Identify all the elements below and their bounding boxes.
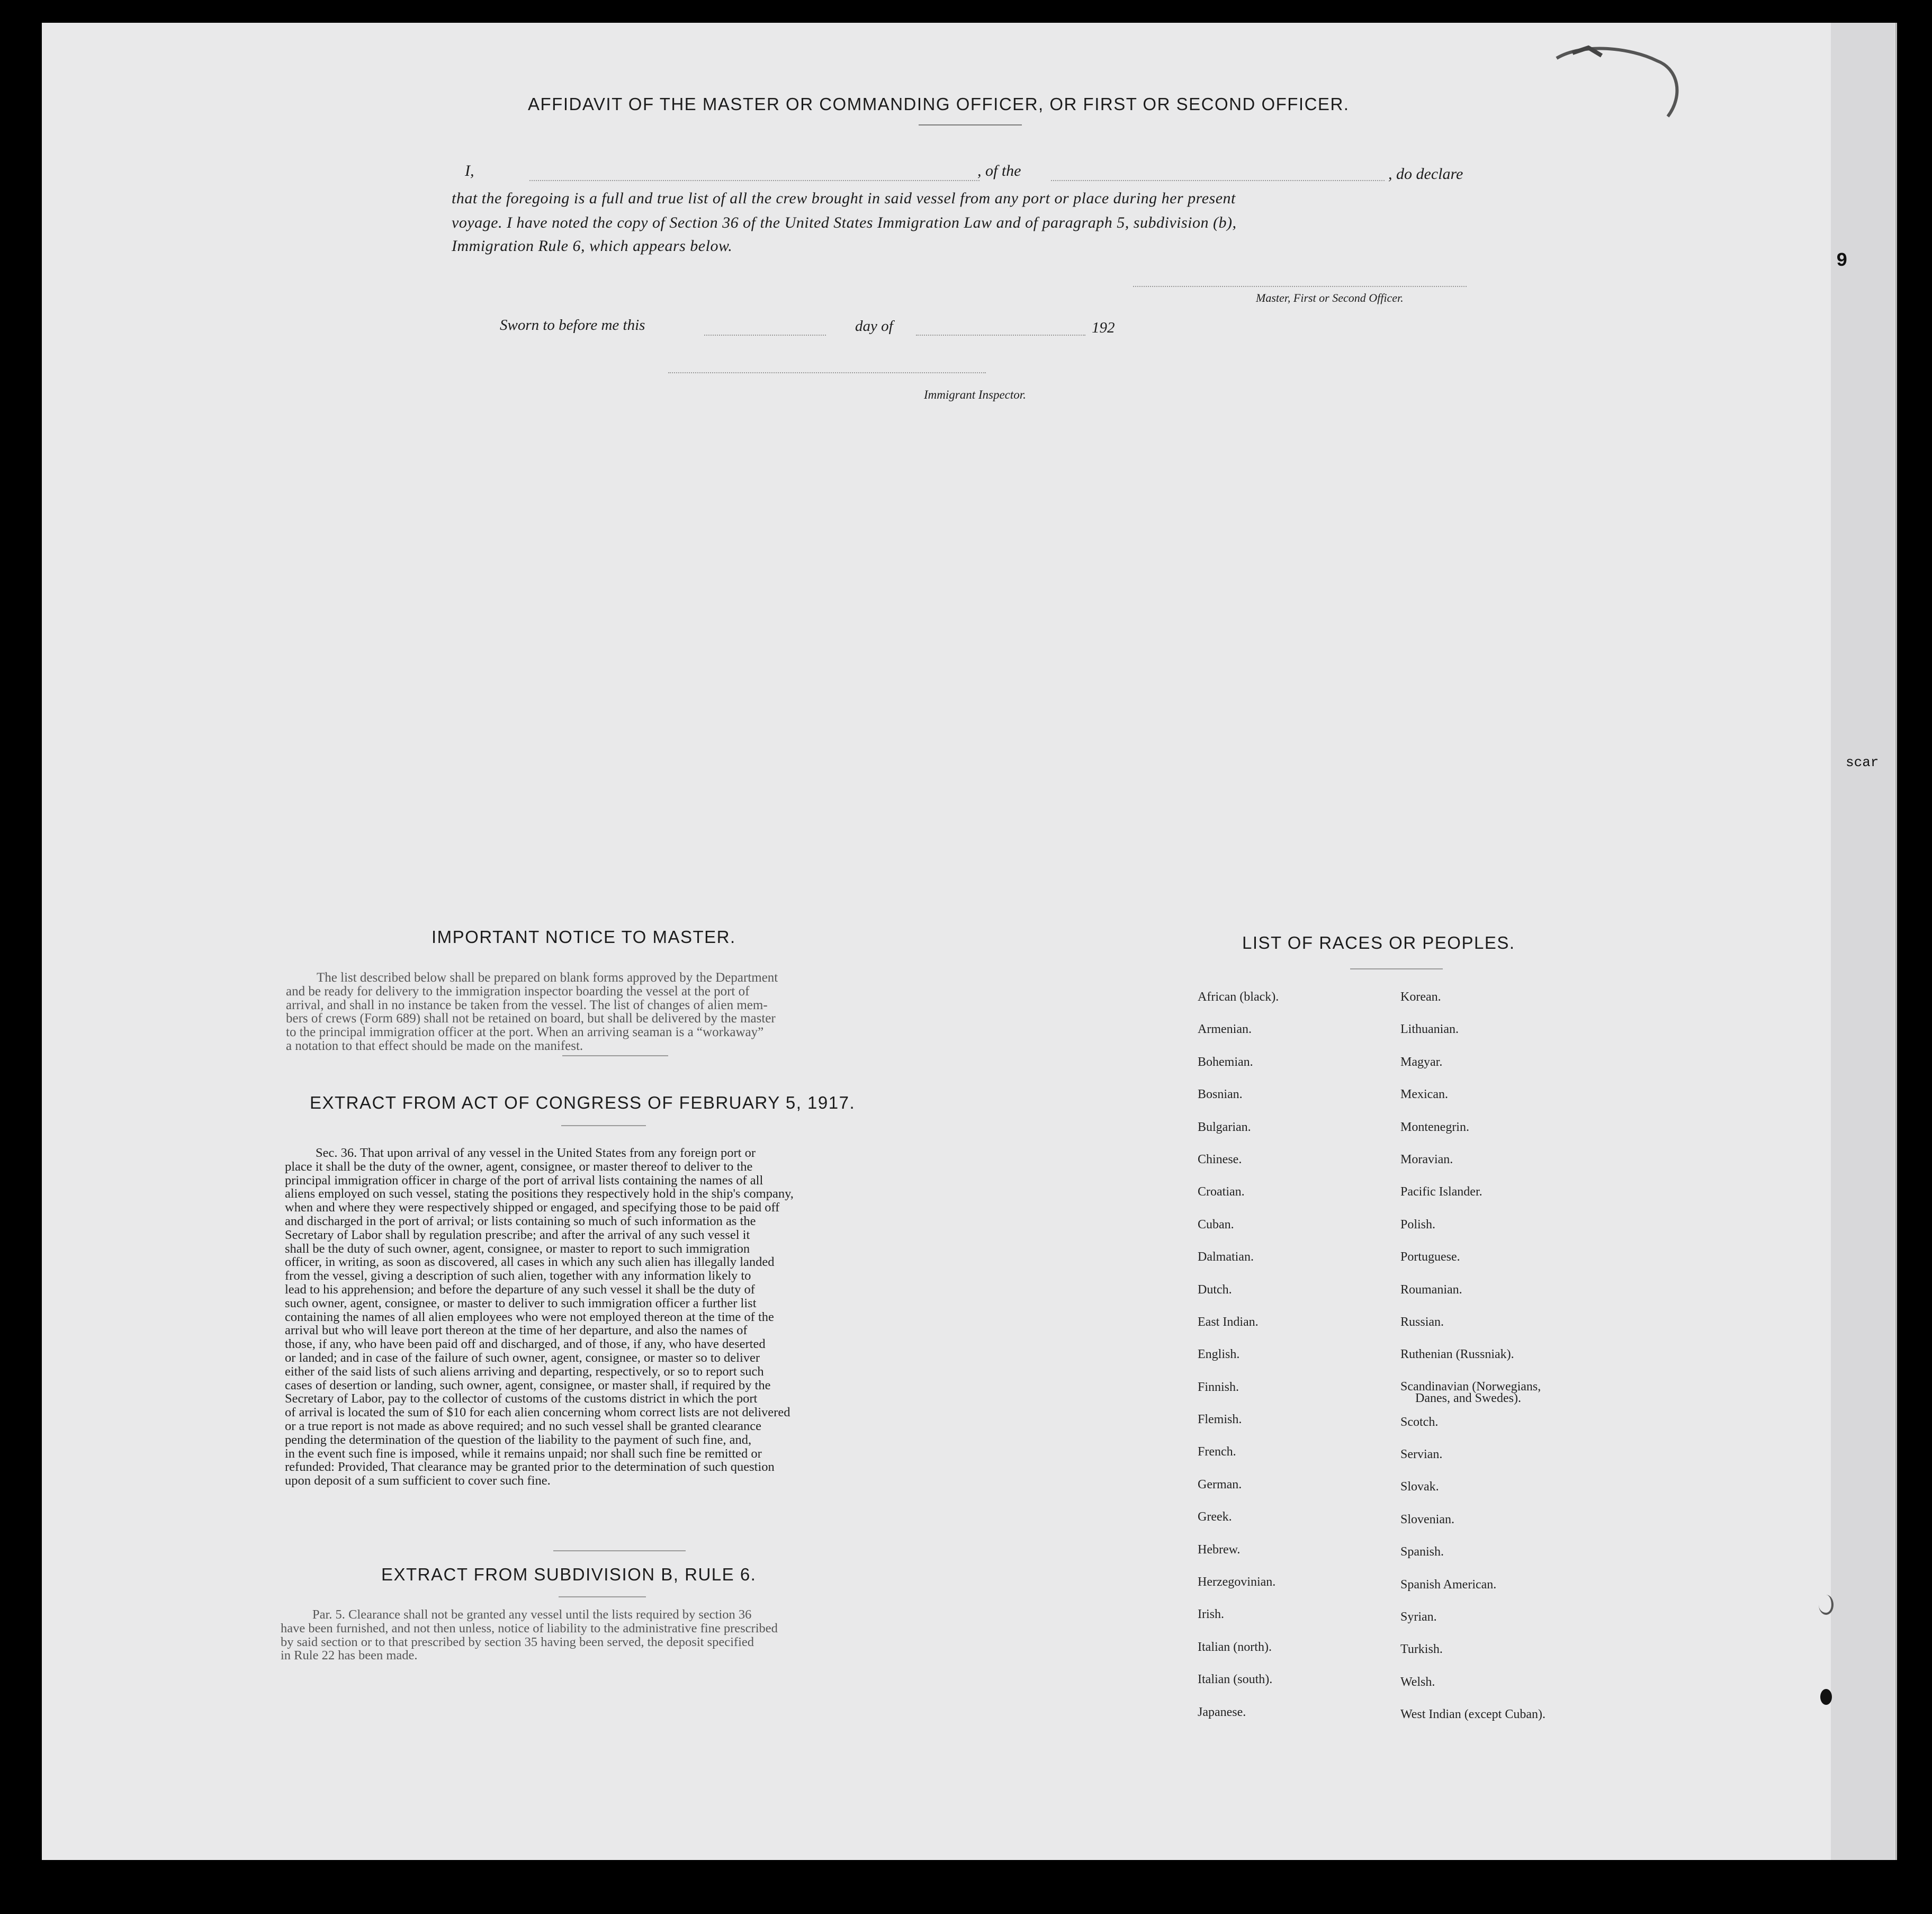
race-item: German.	[1198, 1477, 1242, 1491]
rule-title: EXTRACT FROM SUBDIVISION B, RULE 6.	[381, 1565, 757, 1584]
inspector-caption: Immigrant Inspector.	[924, 388, 1026, 401]
race-item: East Indian.	[1198, 1315, 1259, 1329]
act-line: officer, in writing, as soon as discovered, all cases in which any such alien has illegally landed	[285, 1255, 775, 1270]
binding-edge	[1831, 23, 1894, 1860]
race-item: Welsh.	[1400, 1675, 1435, 1689]
race-item: Russian.	[1400, 1315, 1444, 1329]
race-item: Spanish.	[1400, 1545, 1444, 1559]
inspector-signature-line	[668, 372, 986, 373]
act-line: cases of desertion or landing, such owner, agent, consignee, or master shall, if required by the	[285, 1378, 771, 1392]
act-line: shall be the duty of such owner, agent, consignee, or master to report to such immigration	[285, 1241, 750, 1256]
race-item-continuation: Danes, and Swedes).	[1415, 1391, 1521, 1405]
notice-title: IMPORTANT NOTICE TO MASTER.	[432, 927, 736, 947]
notice-line: bers of crews (Form 689) shall not be retained on board, but shall be delivered by the master	[286, 1011, 776, 1026]
ink-stamp-mark	[1551, 37, 1689, 132]
affidavit-do-declare: , do declare	[1388, 165, 1463, 183]
affidavit-i-label: I,	[465, 162, 474, 179]
act-line: either of the said lists of such aliens arriving and departing, respectively, or so to report such	[285, 1364, 764, 1379]
document-sheet	[42, 23, 1897, 1860]
affidavit-vessel-line	[1051, 180, 1385, 181]
sworn-text: Sworn to before me this	[500, 317, 645, 334]
affidavit-text-line3: Immigration Rule 6, which appears below.	[452, 237, 733, 255]
act-line: arrival but who will leave port thereon at the time of her departure, and also the names of	[285, 1323, 748, 1338]
race-item: Slovenian.	[1400, 1512, 1454, 1526]
race-item: African (black).	[1198, 990, 1279, 1004]
race-item: Bosnian.	[1198, 1088, 1243, 1102]
act-line: aliens employed on such vessel, stating the positions they respectively hold in the ship's company,	[285, 1187, 794, 1201]
act-line: and discharged in the port of arrival; or lists containing so much of such information as the	[285, 1214, 756, 1228]
race-item: Pacific Islander.	[1400, 1185, 1482, 1199]
act-rule	[553, 1550, 686, 1551]
rule-body	[281, 1608, 911, 1663]
race-item: Turkish.	[1400, 1642, 1443, 1657]
affidavit-title: AFFIDAVIT OF THE MASTER OR COMMANDING OFFICER, OR FIRST OR SECOND OFFICER.	[528, 94, 1350, 114]
act-line: such owner, agent, consignee, or master to deliver to such immigration officer a further list	[285, 1296, 757, 1310]
race-item: Bulgarian.	[1198, 1120, 1251, 1134]
race-item: Spanish American.	[1400, 1577, 1497, 1592]
race-item: Italian (south).	[1198, 1673, 1273, 1687]
act-title-rule	[561, 1125, 646, 1126]
act-line: lead to his apprehension; and before the departure of any such vessel it shall be the duty of	[285, 1282, 755, 1297]
act-line: Sec. 36. That upon arrival of any vessel in the United States from any foreign port or	[316, 1146, 756, 1160]
race-item: Mexican.	[1400, 1088, 1448, 1102]
act-line: place it shall be the duty of the owner, agent, consignee, or master thereof to deliver to the	[285, 1159, 753, 1174]
act-line: Secretary of Labor shall by regulation prescribe; and after the arrival of any such vessel it	[285, 1227, 750, 1242]
race-item: Roumanian.	[1400, 1282, 1462, 1297]
races-title: LIST OF RACES OR PEOPLES.	[1242, 933, 1515, 952]
sworn-month-line	[916, 335, 1085, 336]
race-item: English.	[1198, 1347, 1240, 1362]
rule-line: have been furnished, and not then unless, notice of liability to the administrative fine prescribed	[281, 1621, 778, 1636]
sworn-day-line	[704, 335, 826, 336]
race-item: Lithuanian.	[1400, 1022, 1459, 1037]
affidavit-text-line1: that the foregoing is a full and true list of all the crew brought in said vessel from any port or place during her present	[452, 190, 1236, 207]
race-item: Montenegrin.	[1400, 1120, 1469, 1134]
act-line: containing the names of all alien employees who were not employed thereon at the time of the	[285, 1309, 774, 1324]
race-item: Dalmatian.	[1198, 1250, 1254, 1264]
races-title-rule	[1350, 968, 1443, 969]
race-item: Servian.	[1400, 1448, 1443, 1462]
race-item: Croatian.	[1198, 1185, 1245, 1199]
act-line: upon deposit of a sum sufficient to cover such fine.	[285, 1473, 551, 1488]
act-line: or a true report is not made as above required; and no such vessel shall be granted clearance	[285, 1418, 762, 1433]
affidavit-of-the: , of the	[977, 162, 1021, 179]
act-line: in the event such fine is imposed, while it remains unpaid; nor shall such fine be remitted or	[285, 1446, 762, 1461]
race-item: Moravian.	[1400, 1152, 1453, 1166]
act-line: pending the determination of the question of the liability to the payment of such fine, and,	[285, 1432, 752, 1447]
race-item: West Indian (except Cuban).	[1400, 1708, 1545, 1722]
master-caption: Master, First or Second Officer.	[1256, 291, 1404, 304]
race-item: Chinese.	[1198, 1152, 1242, 1166]
race-item: Cuban.	[1198, 1217, 1234, 1232]
race-item: Ruthenian (Russniak).	[1400, 1347, 1514, 1362]
act-line: refunded: Provided, That clearance may be granted prior to the determination of such question	[285, 1460, 775, 1475]
race-item: Armenian.	[1198, 1022, 1252, 1037]
punch-hole-mark	[1820, 1689, 1832, 1705]
race-item: Dutch.	[1198, 1282, 1232, 1297]
notice-body	[286, 971, 913, 1053]
race-item: Irish.	[1198, 1607, 1224, 1622]
notice-rule	[562, 1055, 668, 1056]
rule-line: Par. 5. Clearance shall not be granted any vessel until the lists required by section 36	[312, 1607, 752, 1622]
sworn-day-of: day of	[855, 318, 893, 335]
race-item: Flemish.	[1198, 1413, 1242, 1427]
act-title: EXTRACT FROM ACT OF CONGRESS OF FEBRUARY 5, 1917.	[310, 1093, 856, 1112]
race-item: Bohemian.	[1198, 1055, 1253, 1069]
races-left-column	[1198, 990, 1279, 1738]
notice-line: a notation to that effect should be made on the manifest.	[286, 1038, 583, 1053]
race-item-two-line	[1400, 1380, 1545, 1415]
race-item: Portuguese.	[1400, 1250, 1460, 1264]
act-line: or landed; and in case of the failure of such owner, agent, consignee, or master so to deliver	[285, 1350, 760, 1365]
notice-line: to the principal immigration officer at the port. When an arriving seaman is a “workaway”	[286, 1025, 764, 1040]
affidavit-name-line	[529, 180, 980, 181]
race-item: Japanese.	[1198, 1705, 1246, 1719]
race-item: Polish.	[1400, 1217, 1436, 1232]
act-line: principal immigration officer in charge of the port of arrival lists containing the names of all	[285, 1173, 763, 1188]
affidavit-text-line2: voyage. I have noted the copy of Section 36 of the United States Immigration Law and of paragraph 5, subdivision (b),	[452, 214, 1237, 231]
race-item: Herzegovinian.	[1198, 1575, 1276, 1589]
affidavit-title-rule	[919, 124, 1022, 125]
race-item: French.	[1198, 1445, 1236, 1459]
master-signature-line	[1133, 286, 1467, 287]
notice-line: arrival, and shall in no instance be taken from the vessel. The list of changes of alien mem-	[286, 998, 768, 1012]
race-item: Italian (north).	[1198, 1640, 1272, 1654]
race-item: Scandinavian (Norwegians,	[1400, 1379, 1541, 1394]
rule-line: in Rule 22 has been made.	[281, 1648, 418, 1663]
act-line: from the vessel, giving a description of such alien, together with any information likely to	[285, 1269, 751, 1283]
race-item: Hebrew.	[1198, 1542, 1241, 1557]
rule-line: by said section or to that prescribed by section 35 having been served, the deposit specified	[281, 1634, 754, 1649]
race-item: Scotch.	[1400, 1415, 1439, 1429]
sworn-year: 192	[1092, 319, 1115, 336]
page-number: 9	[1836, 250, 1848, 272]
act-line: Secretary of Labor, pay to the collector of customs of the customs district in which the port	[285, 1391, 758, 1406]
races-right-column	[1400, 990, 1545, 1740]
rule-title-rule	[559, 1596, 646, 1597]
race-item: Slovak.	[1400, 1480, 1439, 1494]
punch-hole-mark	[1819, 1595, 1834, 1615]
race-item: Syrian.	[1400, 1610, 1437, 1624]
act-line: when and where they were respectively shipped or engaged, and specifying those to be paid off	[285, 1200, 780, 1215]
race-item: Greek.	[1198, 1510, 1232, 1524]
race-item: Korean.	[1400, 990, 1441, 1004]
notice-line: The list described below shall be prepared on blank forms approved by the Department	[317, 971, 778, 985]
act-line: those, if any, who have been paid off and discharged, and of those, if any, who have deserted	[285, 1337, 766, 1352]
race-item: Finnish.	[1198, 1380, 1239, 1394]
act-line: of arrival is located the sum of $10 for each alien concerning whom correct lists are not delivered	[285, 1405, 790, 1420]
edge-text: scar	[1846, 754, 1879, 770]
race-item: Magyar.	[1400, 1055, 1443, 1069]
notice-line: and be ready for delivery to the immigration inspector boarding the vessel at the port of	[286, 984, 750, 999]
act-body	[285, 1146, 912, 1488]
